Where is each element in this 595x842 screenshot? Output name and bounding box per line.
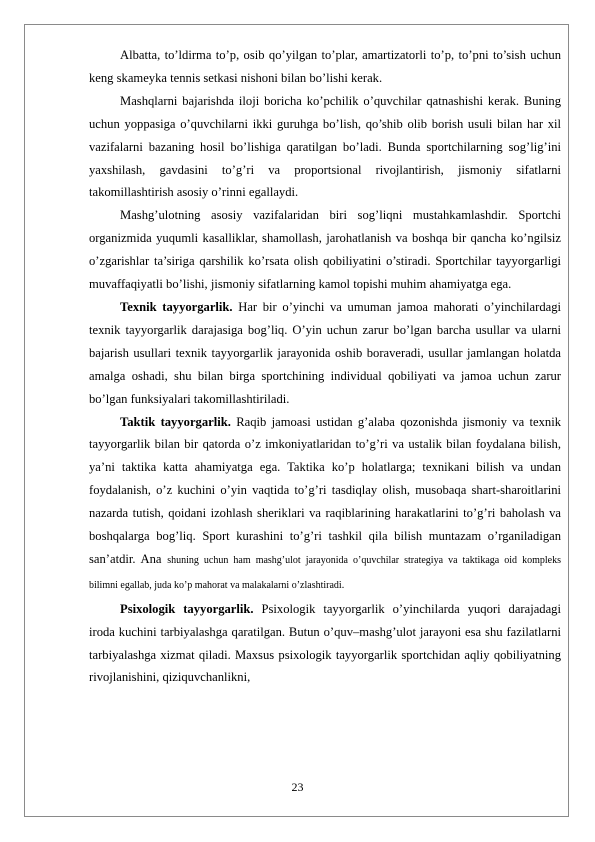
paragraph-tactical-training xyxy=(89,411,561,598)
paragraph-text: Har bir o’yinchi va umuman jamoa mahorati o’yinchilardagi texnik tayyorgarlik darajasiga bog’liq. O’yin uchun zarur bo’lgan barcha usullar va ularni bajarish usullari texnik tayyorgarlik jarayonida oshib boraveradi, usullar jamlangan holatda amalga oshadi, shu bilan birga sportchining individual qobiliyati va jamoa uchun zarur bo’lgan funksiyalari takomillashtiriladi. xyxy=(89,299,562,406)
paragraph-psychological-training xyxy=(89,598,561,690)
paragraph-text: Albatta, to’ldirma to’p, osib qo’yilgan to’plar, amartizatorli to’p, to’pni to’sish uchun keng skameyka tennis setkasi nishoni bilan bo’lishi kerak. xyxy=(89,48,561,85)
paragraph-text: Psixologik tayyorgarlik o’yinchilarda yuqori darajadagi iroda kuchini tarbiyalashga qaratilgan. Butun o’quv–mashg’ulot jarayoni esa shu fazilatlarni tarbiyalashga xizmat qiladi. Maxsus psixologik tayyorgarlik sportchidan aqliy qobiliyatning rivojlanishini, qiziquvchanlikni, xyxy=(89,601,561,685)
section-heading: Taktik tayyorgarlik. xyxy=(120,414,231,429)
page-number: 23 xyxy=(291,780,304,794)
paragraph-text: Mashg’ulotning asosiy vazifalaridan biri sog’liqni mustahkamlashdir. Sportchi organizmida yuqumli kasalliklar, shamollash, jarohatlanish va boshqa bir qancha ko’ngilsiz o’zgarishlar ta’siriga qarshilik ko’rsata olish qobiliyatini o’stiradi. Sportchilar tayyorgarligi muvaffaqiyatli bo’lishi, jismoniy sifatlarning kamol topishi muhim ahamiyatga ega. xyxy=(89,208,561,292)
section-heading: Texnik tayyorgarlik. xyxy=(120,299,233,314)
paragraph-technical-training xyxy=(89,296,561,411)
paragraph-health xyxy=(89,204,561,296)
paragraph-exercises xyxy=(89,90,561,205)
document-body xyxy=(89,44,561,689)
section-heading: Psixologik tayyorgarlik. xyxy=(120,601,254,616)
paragraph-text: Raqib jamoasi ustidan g’alaba qozonishda jismoniy va texnik tayyorgarlik bilan bir qatorda o’z imkoniyatlaridan to’g’ri va ustalik bilan foydalana bilish, ya’ni taktika katta ahamiyatga ega. Taktika ko’p holatlarga; texnikani bilish va undan foydalanish, o’z kuchini o’yin vaqtida to’g’ri tasdiqlay olish, musobaqa shart-sharoitlarini nazarda tutish, qoidani izohlash sheriklari va raqiblarining harakatlarini to’g’ri baholash va boshqalarga bog’liq. Sport kurashini to’g’ri tashkil qila bilish muntazam o’rganiladigan san’atdir. Ana xyxy=(89,414,561,566)
paragraph-text-small: shuning uchun ham mashg’ulot jarayonida o’quvchilar strategiya va taktikaga oid kompleks bilimni egallab, juda ko’p mahorat va malakalarni o’zlashtiradi. xyxy=(89,554,561,591)
paragraph-text: Mashqlarni bajarishda iloji boricha ko’pchilik o’quvchilar qatnashishi kerak. Buning uchun yoppasiga o’quvchilarni ikki guruhga bo’lish, qo’shib olib borish usuli bilan har xil vazifalarni bazaning hosil bo’lishiga qaratilgan bo’ladi. Bunda sportchilarning sog’lig’ini yaxshilash, gavdasini to’g’ri va proportsional rivojlantirish, jismoniy sifatlarni takomillashtirish asosiy o’rinni egallaydi. xyxy=(89,93,561,200)
paragraph-equipment xyxy=(89,44,561,90)
